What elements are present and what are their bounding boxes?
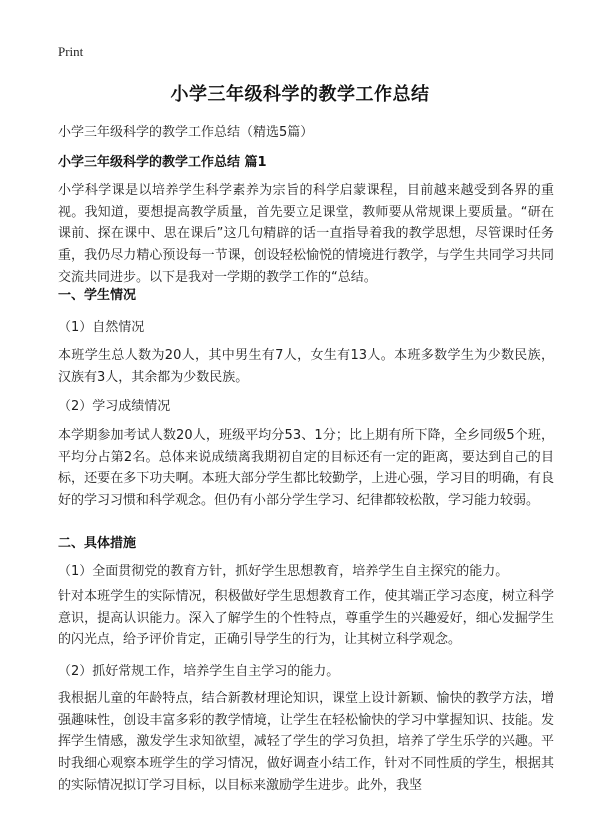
section-heading-students: 一、学生情况 [58, 288, 137, 303]
document-subtitle: 小学三年级科学的教学工作总结（精选5篇） [58, 125, 314, 140]
paragraph-natural-situation: 本班学生总人数为20人，其中男生有7人，女生有13人。本班多数学生为少数民族，汉族有3人，其余都为少数民族。 [58, 348, 554, 385]
subheading-measure-1: （1）全面贯彻党的教育方针，抓好学生思想教育，培养学生自主探究的能力。 [58, 564, 509, 579]
subheading-grades: （2）学习成绩情况 [58, 399, 171, 414]
paragraph-measure-1: 针对本班学生的实际情况，积极做好学生思想教育工作，使其端正学习态度，树立科学意识，提高认识能力。深入了解学生的个性特点，尊重学生的兴趣爱好，细心发掘学生的闪光点，给予评价肯定，正确引导学生的行为，让其树立科学观念。 [58, 589, 554, 648]
paragraph-grades: 本学期参加考试人数20人，班级平均分53、1分；比上期有所下降，全乡同级5个班，平均分占第2名。总体来说成绩离我期初自定的目标还有一定的距离，要达到自己的目标，还要在多下功夫啊。本班大部分学生都比较勤学，上进心强，学习目的明确，有良好的学习习惯和科学观念。但仍有小部分学生学习、纪律都较松散，学习能力较弱。 [58, 428, 554, 509]
intro-paragraph: 小学科学课是以培养学生科学素养为宗旨的科学启蒙课程，目前越来越受到各界的重视。我知道，要想提高教学质量，首先要立足课堂，教师要从常规课上要质量。“研在课前、探在课中、思在课后”这几句精辟的话一直指导着我的教学思想，尽管课时任务重，我仍尽力精心预设每一节课，创设轻松愉悦的情境进行教学，与学生共同学习共同交流共同进步。以下是我对一学期的教学工作的“总结。 [58, 183, 554, 285]
print-label: Print [58, 44, 84, 59]
article-heading: 小学三年级科学的教学工作总结 篇1 [58, 155, 267, 170]
section-heading-measures: 二、具体措施 [58, 536, 137, 551]
subheading-measure-2: （2）抓好常规工作，培养学生自主学习的能力。 [58, 664, 340, 679]
paragraph-measure-2: 我根据儿童的年龄特点，结合新教材理论知识，课堂上设计新颖、愉快的教学方法，增强趣味性，创设丰富多彩的教学情境，让学生在轻松愉快的学习中掌握知识、技能。发挥学生情感，激发学生求知欲望，减轻了学生的学习负担，培养了学生乐学的兴趣。平时我细心观察本班学生的学习情况，做好调查小结工作，针对不同性质的学生，根据其的实际情况拟订学习目标，以目标来激励学生进步。此外，我坚 [58, 691, 554, 793]
subheading-natural-situation: （1）自然情况 [58, 320, 145, 335]
document-title: 小学三年级科学的教学工作总结 [170, 84, 430, 105]
